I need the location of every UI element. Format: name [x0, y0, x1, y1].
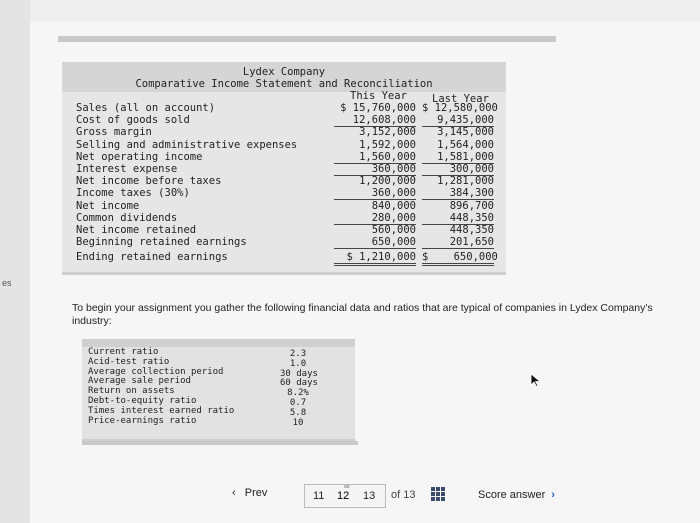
this-year-value: 560,000 [371, 224, 416, 236]
last-year-value: 300,000 [422, 163, 494, 176]
statement-row-label: Beginning retained earnings [76, 236, 247, 249]
prev-label: Prev [244, 487, 268, 499]
statement-title: Comparative Income Statement and Reconciliation [135, 78, 433, 90]
ratio-value: 2.3 [289, 349, 307, 359]
statement-row-label: Net income before taxes [76, 175, 222, 188]
ratio-value: 10 [292, 417, 304, 428]
ratio-label: Acid-test ratio [88, 356, 170, 367]
last-year-value: 1,581,000 [422, 151, 494, 164]
this-year-value: 3,152,000 [359, 126, 416, 139]
left-edge-panel [0, 0, 30, 523]
left-edge-label: es [2, 278, 12, 288]
last-year-value: 1,564,000 [437, 138, 494, 151]
statement-row-label: Cost of goods sold [76, 114, 190, 127]
page-count: of 13 [391, 489, 416, 501]
statement-row-label: Ending retained earnings [76, 251, 228, 264]
ratios-divider [82, 441, 358, 445]
this-year-value: 280,000 [334, 212, 416, 225]
ratio-value: 8.2% [287, 388, 309, 399]
last-year-value: 384,300 [422, 187, 494, 200]
ratio-value: 0.7 [289, 398, 307, 408]
col-last-year: Last Year [432, 93, 489, 105]
ratio-label: Debt-to-equity ratio [88, 396, 197, 406]
company-name: Lydex Company [242, 66, 326, 78]
ratio-label: Current ratio [88, 347, 159, 357]
ratio-label: Price-earnings ratio [88, 415, 197, 426]
last-year-value: 3,145,000 [437, 126, 494, 139]
ratio-value: 60 days [280, 378, 318, 389]
ratio-label: Times interest earned ratio [88, 405, 235, 416]
ratio-label: Return on assets [88, 386, 175, 397]
page-13-button[interactable]: 13 [363, 490, 376, 502]
col-this-year: This Year [350, 90, 407, 102]
last-year-value: 448,350 [422, 212, 494, 225]
statement-row-label: Gross margin [76, 126, 152, 139]
this-year-value: $ 15,760,000 [340, 102, 416, 114]
last-year-value: 1,281,000 [437, 175, 494, 188]
statement-row-label: Income taxes (30%) [76, 187, 190, 200]
last-year-value: 448,350 [449, 224, 494, 236]
last-year-value: 201,650 [422, 236, 494, 249]
this-year-value: 360,000 [334, 163, 416, 176]
this-year-value: 360,000 [334, 187, 416, 200]
ratios-header [82, 339, 355, 347]
statement-row-label: Net operating income [76, 150, 203, 163]
page-11-button[interactable]: 11 [313, 490, 325, 502]
industry-ratios-table [82, 339, 355, 441]
chevron-left-icon: ‹ [232, 487, 236, 499]
statement-row-label: Net income retained [76, 224, 197, 236]
this-year-value: 650,000 [334, 236, 416, 249]
statement-row-label: Interest expense [76, 163, 178, 175]
ratio-label: Average collection period [88, 366, 224, 377]
this-year-value: 12,608,000 [334, 114, 416, 127]
score-answer-label: Score answer [478, 489, 546, 501]
page-selector [304, 484, 386, 508]
statement-row-label: Sales (all on account) [76, 102, 216, 114]
statement-row-label: Selling and administrative expenses [76, 138, 298, 151]
last-year-value: $ 650,000 [422, 251, 494, 266]
last-year-value: 896,700 [449, 199, 494, 212]
statement-row-label: Net income [76, 199, 140, 212]
ratio-value: 5.8 [289, 407, 307, 418]
last-year-value: 9,435,000 [422, 114, 494, 127]
ratio-label: Average sale period [88, 376, 191, 387]
chevron-right-icon: › [551, 489, 555, 501]
this-year-value: 1,560,000 [334, 151, 416, 164]
grid-view-icon[interactable] [431, 487, 445, 501]
top-divider [58, 36, 556, 42]
this-year-value: 1,200,000 [359, 175, 416, 188]
score-answer-button[interactable] [478, 489, 555, 501]
ratio-value: 30 days [280, 368, 318, 379]
this-year-value: 1,592,000 [359, 138, 416, 151]
page-12-button[interactable]: 12 [337, 490, 350, 502]
income-statement-table [62, 62, 506, 275]
intro-text: To begin your assignment you gather the following financial data and ratios that are typical of companies in Lydex Company's industry: [72, 302, 653, 327]
statement-row-label: Common dividends [76, 211, 178, 224]
this-year-value: 840,000 [371, 199, 416, 212]
ratio-value: 1.0 [289, 358, 307, 369]
mouse-pointer-icon [530, 373, 542, 387]
last-year-value: $ 12,580,000 [422, 102, 498, 114]
link-icon: ∞ [344, 482, 350, 491]
prev-button[interactable] [232, 487, 267, 499]
this-year-value: $ 1,210,000 [334, 251, 416, 266]
